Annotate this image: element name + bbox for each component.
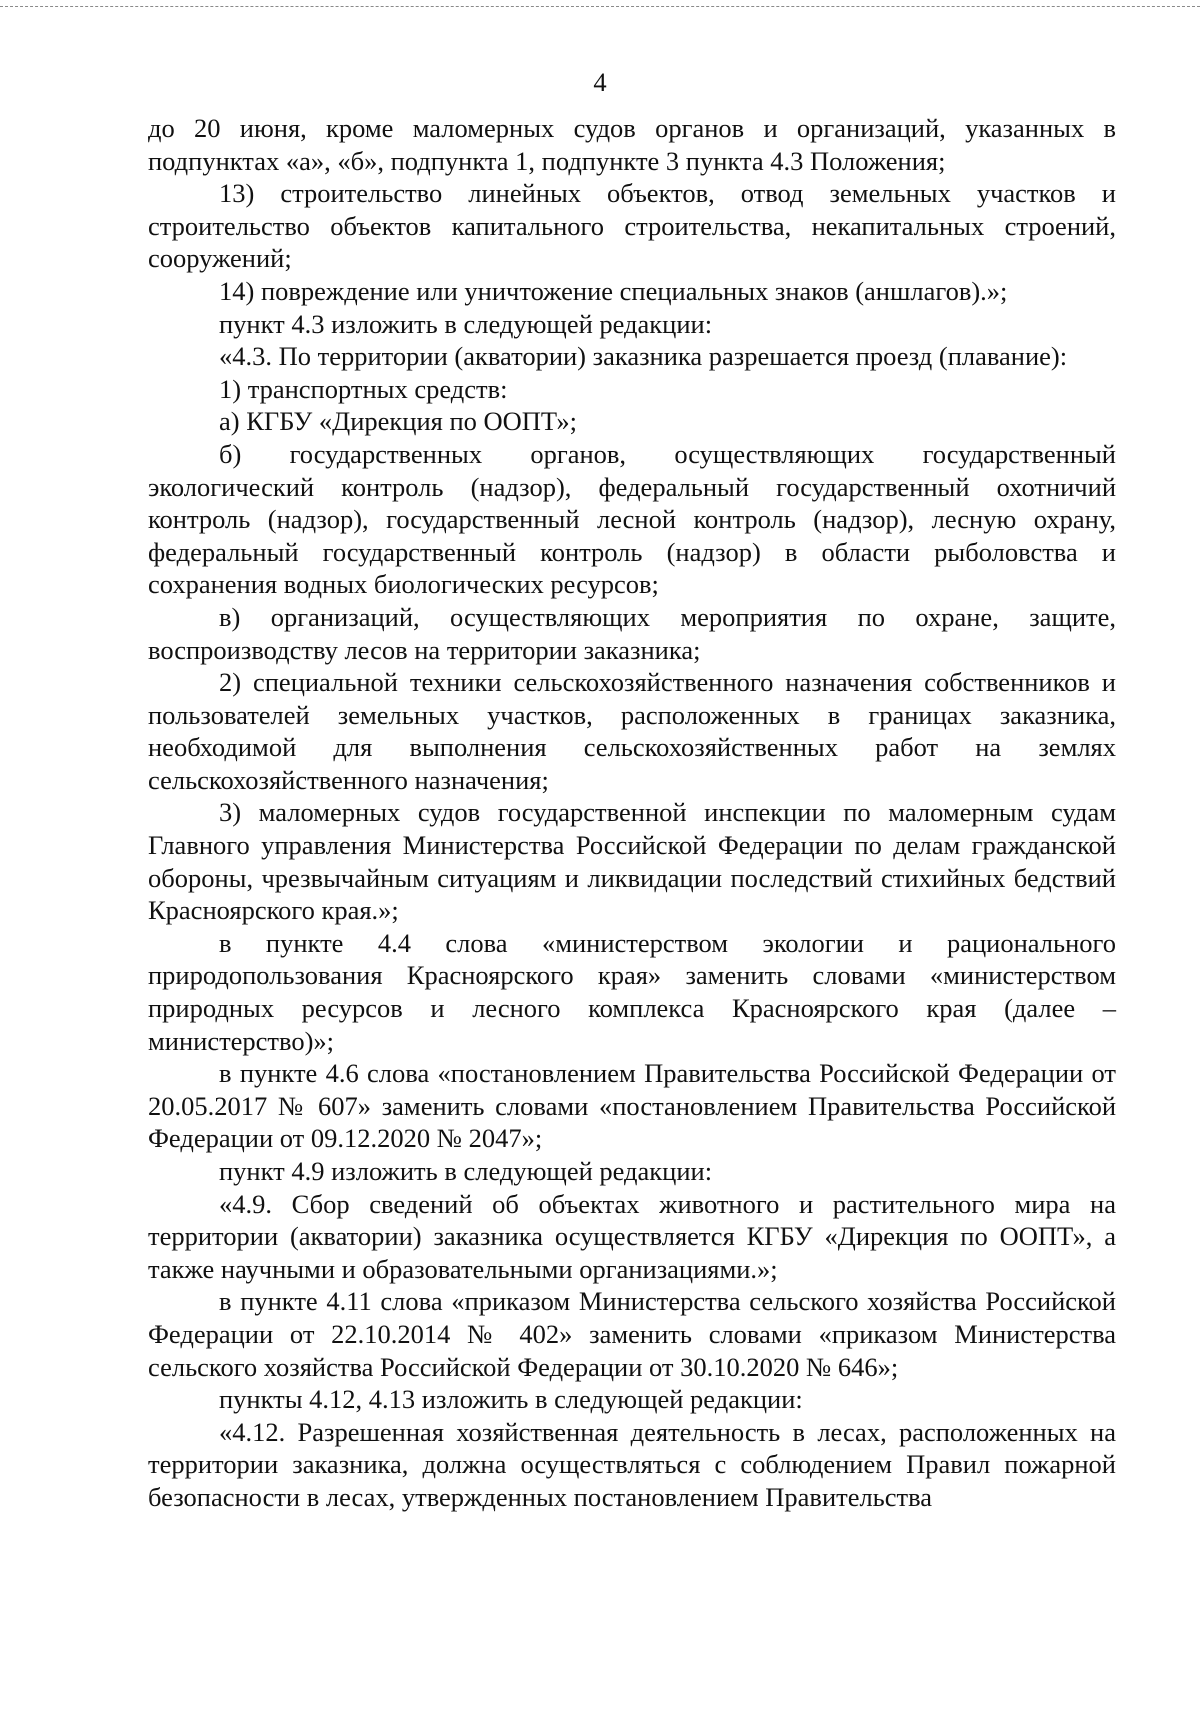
paragraph: пункт 4.3 изложить в следующей редакции: — [219, 308, 713, 339]
paragraph: в) организаций, осуществляющих мероприятия по охране, защите, воспроизводству лесов на территории заказника; — [148, 601, 1116, 665]
paragraph: 3) маломерных судов государственной инспекции по маломерным судам Главного управления Министерства Российской Федерации по делам гражданской обороны, чрезвычайным ситуациям и ликвидации последствий стихийных бедствий Красноярского края.»; — [148, 797, 1116, 926]
paragraph: в пункте 4.11 слова «приказом Министерства сельского хозяйства Российской Федерации от 22.10.2014 № 402» заменить словами «приказом Министерства сельского хозяйства Российской Федерации от 30.10.2020 № 646»; — [148, 1286, 1116, 1382]
document-body — [148, 112, 1116, 1514]
paragraph: пункты 4.12, 4.13 изложить в следующей редакции: — [219, 1384, 803, 1415]
paragraph: 14) повреждение или уничтожение специальных знаков (аншлагов).»; — [219, 275, 1008, 306]
paragraph: «4.3. По территории (акватории) заказника разрешается проезд (плавание): — [219, 341, 1068, 372]
paragraph: до 20 июня, кроме маломерных судов органов и организаций, указанных в подпунктах «а», «б», подпункта 1, подпункте 3 пункта 4.3 Положения; — [148, 113, 1116, 176]
paragraph: а) КГБУ «Дирекция по ООПТ»; — [219, 406, 578, 437]
top-edge-line — [0, 6, 1200, 7]
paragraph: 1) транспортных средств: — [219, 373, 508, 404]
page-number: 4 — [593, 67, 607, 97]
paragraph: 2) специальной техники сельскохозяйственного назначения собственников и пользователей земельных участков, расположенных в границах заказника, необходимой для выполнения сельскохозяйственных работ на землях сельскохозяйственного назначения; — [148, 667, 1116, 795]
paragraph: пункт 4.9 изложить в следующей редакции: — [219, 1156, 713, 1186]
paragraph: «4.12. Разрешенная хозяйственная деятельность в лесах, расположенных на территории заказника, должна осуществляться с соблюдением Правил пожарной безопасности в лесах, утвержденных постановлением Правительства — [148, 1416, 1116, 1512]
paragraph: 13) строительство линейных объектов, отвод земельных участков и строительство объектов капитального строительства, некапитальных строений, сооружений; — [148, 178, 1116, 274]
paragraph: в пункте 4.4 слова «министерством экологии и рационального природопользования Красноярского края» заменить словами «министерством природных ресурсов и лесного комплекса Красноярского края (далее – министерство)»; — [148, 927, 1116, 1056]
paragraph: б) государственных органов, осуществляющих государственный экологический контроль (надзор), федеральный государственный охотничий контроль (надзор), государственный лесной контроль (надзор), лесную охрану, федеральный государственный контроль (надзор) в области рыболовства и сохранения водных биологических ресурсов; — [148, 438, 1116, 600]
paragraph: «4.9. Сбор сведений об объектах животного и растительного мира на территории (акватории) заказника осуществляется КГБУ «Дирекция по ООПТ», а также научными и образовательными организациями.»; — [148, 1188, 1116, 1284]
paragraph: в пункте 4.6 слова «постановлением Правительства Российской Федерации от 20.05.2017 № 607» заменить словами «постановлением Правительства Российской Федерации от 09.12.2020 № 2047»; — [148, 1058, 1116, 1154]
